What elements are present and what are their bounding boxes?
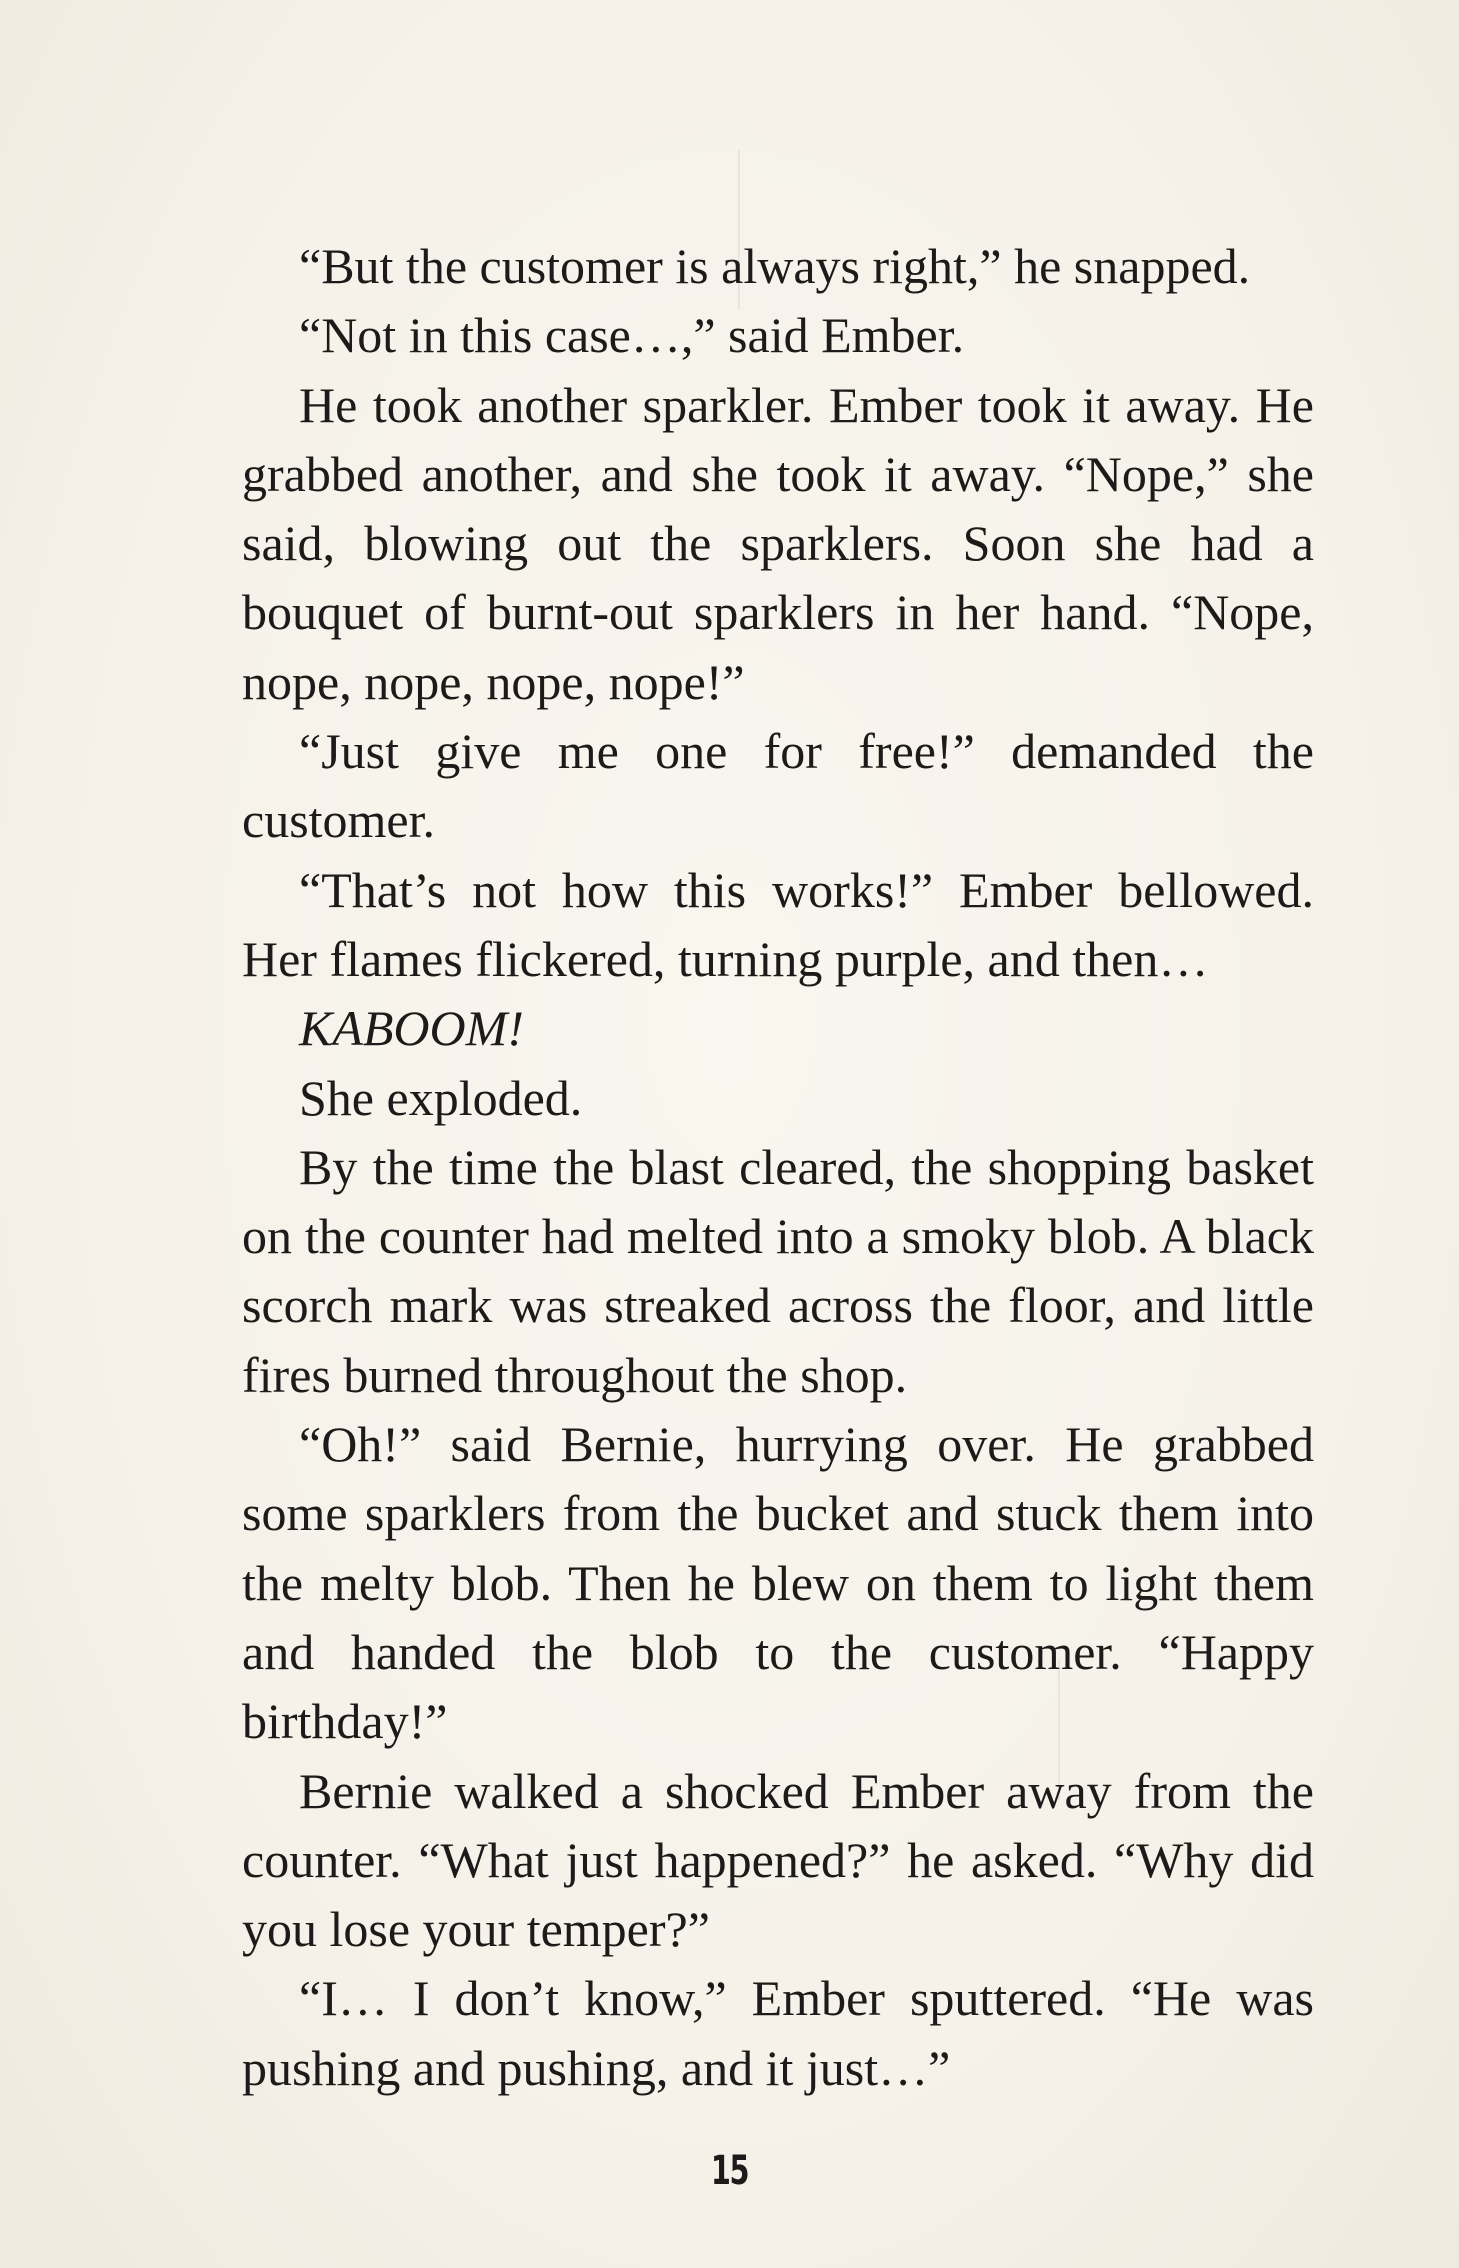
paragraph: “Just give me one for free!” demanded the customer.: [242, 723, 1314, 849]
sound-effect: KABOOM!: [299, 1000, 524, 1057]
paragraph: “Not in this case…,” said Ember.: [299, 307, 965, 364]
paragraph: “Oh!” said Bernie, hurrying over. He grabbed some sparklers from the bucket and stuck them into the melty blob. Then he blew on them to light them and handed the blob to the customer. “Happy birthday!”: [242, 1416, 1314, 1750]
paragraph: He took another sparkler. Ember took it away. He grabbed another, and she took it away. “Nope,” she said, blowing out the sparklers. Soon she had a bouquet of burnt-out sparklers in her hand. “Nope, nope, nope, nope, nope!”: [242, 376, 1314, 710]
paragraph: “That’s not how this works!” Ember bellowed. Her flames flickered, turning purple, and then…: [242, 861, 1314, 987]
page-number: 15: [710, 2148, 749, 2194]
paragraph: “I… I don’t know,” Ember sputtered. “He was pushing and pushing, and it just…”: [242, 1970, 1314, 2096]
paragraph: She exploded.: [299, 1069, 583, 1126]
paragraph: By the time the blast cleared, the shopping basket on the counter had melted into a smoky blob. A black scorch mark was streaked across the floor, and little fires burned throughout the shop.: [242, 1138, 1314, 1403]
paragraph: Bernie walked a shocked Ember away from the counter. “What just happened?” he asked. “Why did you lose your temper?”: [242, 1762, 1314, 1958]
paragraph: “But the customer is always right,” he snapped.: [299, 238, 1251, 294]
body-text: [242, 232, 1314, 2103]
